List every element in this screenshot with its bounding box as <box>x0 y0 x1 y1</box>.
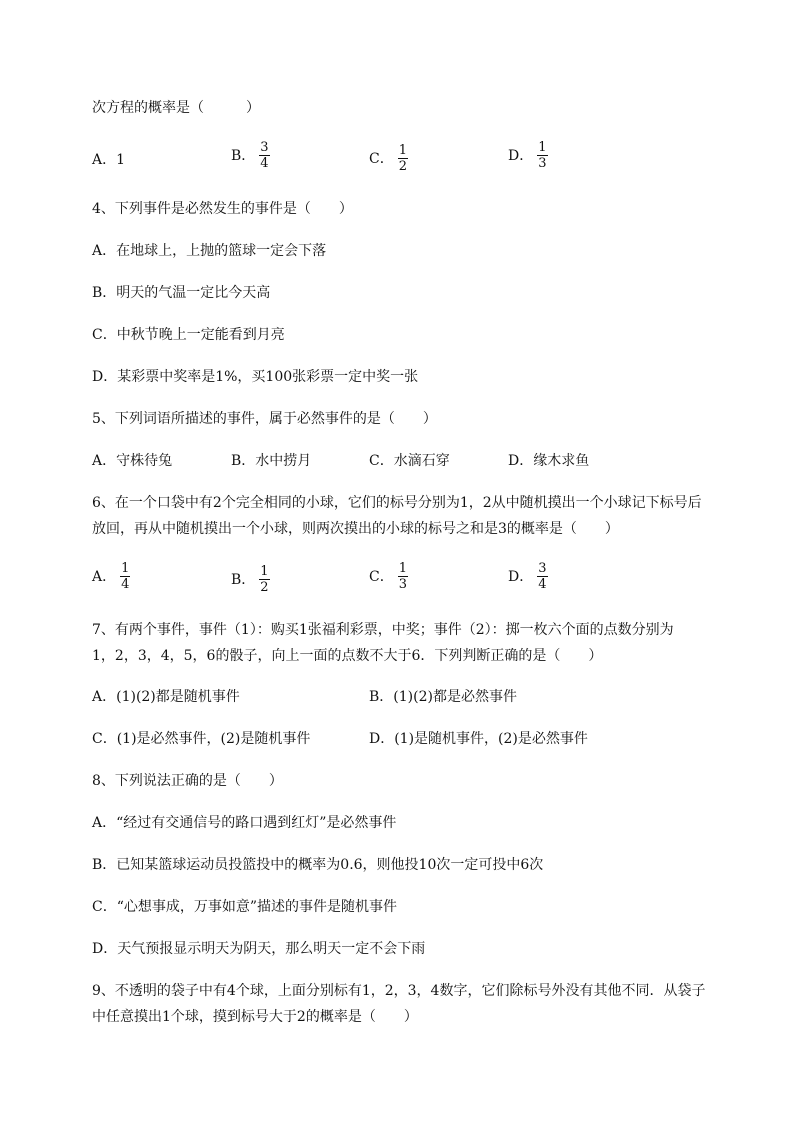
option-label: B． <box>231 571 256 588</box>
q4-option-b: B．明天的气温一定比今天高 <box>92 285 271 301</box>
q6-option-a <box>92 561 130 592</box>
option-label: A． <box>92 568 117 585</box>
option-label: B． <box>231 147 256 164</box>
q6-option-b <box>231 564 270 595</box>
question-8-stem: 8、下列说法正确的是（ ） <box>92 773 283 789</box>
question-6-stem-line-2: 放回，再从中随机摸出一个小球，则两次摸出的小球的标号之和是3的概率是（ ） <box>92 521 619 537</box>
q7-option-d: D．(1)是随机事件，(2)是必然事件 <box>369 731 588 747</box>
q4-option-c: C．中秋节晚上一定能看到月亮 <box>92 327 285 343</box>
option-label: C． <box>369 568 394 585</box>
fraction-denominator: 4 <box>260 156 269 171</box>
q8-option-b: B．已知某篮球运动员投篮投中的概率为0.6，则他投10次一定可投中6次 <box>92 857 544 873</box>
fraction-numerator: 1 <box>398 561 407 576</box>
q8-option-c: C．“心想事成，万事如意”描述的事件是随机事件 <box>92 899 398 915</box>
option-label: D． <box>508 147 534 164</box>
q7-option-a: A．(1)(2)都是随机事件 <box>92 689 240 705</box>
fraction-numerator: 3 <box>538 561 547 576</box>
fraction-denominator: 2 <box>398 159 407 174</box>
q5-option-b: B．水中捞月 <box>231 453 312 469</box>
question-6-stem-line-1: 6、在一个口袋中有2个完全相同的小球，它们的标号分别为1，2从中随机摸出一个小球记下标号后 <box>92 495 702 511</box>
fraction-denominator: 3 <box>398 577 407 592</box>
fraction-numerator: 3 <box>260 140 269 155</box>
q7-option-b: B．(1)(2)都是必然事件 <box>369 689 517 705</box>
option-label: C． <box>369 150 394 167</box>
fraction-denominator: 2 <box>260 580 269 595</box>
fraction-numerator: 1 <box>398 143 407 158</box>
question-7-stem-line-2: 1，2，3，4，5，6的骰子，向上一面的点数不大于6．下列判断正确的是（ ） <box>92 648 603 664</box>
option-label: D． <box>508 568 534 585</box>
fraction <box>537 140 547 171</box>
q6-option-d <box>508 561 548 592</box>
q3-option-b <box>231 140 270 171</box>
fraction-denominator: 4 <box>121 577 130 592</box>
question-7-stem-line-1: 7、有两个事件，事件（1）：购买1张福利彩票，中奖；事件（2）：掷一枚六个面的点数分别为 <box>92 622 674 638</box>
q4-option-d: D．某彩票中奖率是1%，买100张彩票一定中奖一张 <box>92 369 419 385</box>
q5-option-d: D．缘木求鱼 <box>508 453 590 469</box>
q3-option-d <box>508 140 548 171</box>
q6-option-c <box>369 561 408 592</box>
q8-option-a: A．“经过有交通信号的路口遇到红灯”是必然事件 <box>92 815 397 831</box>
fraction-numerator: 1 <box>260 564 269 579</box>
fraction-denominator: 4 <box>538 577 547 592</box>
q3-option-c <box>369 143 408 174</box>
q8-option-d: D．天气预报显示明天为阴天，那么明天一定不会下雨 <box>92 941 426 957</box>
q7-option-c: C．(1)是必然事件，(2)是随机事件 <box>92 731 311 747</box>
question-3-stem-tail: 次方程的概率是（ ） <box>92 100 260 116</box>
question-4-stem: 4、下列事件是必然发生的事件是（ ） <box>92 201 353 217</box>
q5-option-a: A．守株待兔 <box>92 453 173 469</box>
q5-option-c: C．水滴石穿 <box>369 453 450 469</box>
fraction <box>259 140 269 171</box>
fraction <box>398 143 408 174</box>
fraction-numerator: 1 <box>121 561 130 576</box>
question-5-stem: 5、下列词语所描述的事件，属于必然事件的是（ ） <box>92 411 437 427</box>
question-9-stem-line-2: 中任意摸出1个球，摸到标号大于2的概率是（ ） <box>92 1009 418 1025</box>
fraction <box>259 564 269 595</box>
fraction <box>537 561 547 592</box>
q4-option-a: A．在地球上，上抛的篮球一定会下落 <box>92 243 327 259</box>
fraction <box>398 561 408 592</box>
fraction <box>120 561 130 592</box>
fraction-denominator: 3 <box>538 156 547 171</box>
question-9-stem-line-1: 9、不透明的袋子中有4个球，上面分别标有1，2，3，4数字，它们除标号外没有其他不同．从袋子 <box>92 983 706 999</box>
fraction-numerator: 1 <box>538 140 547 155</box>
q3-option-a: A．1 <box>92 152 126 168</box>
